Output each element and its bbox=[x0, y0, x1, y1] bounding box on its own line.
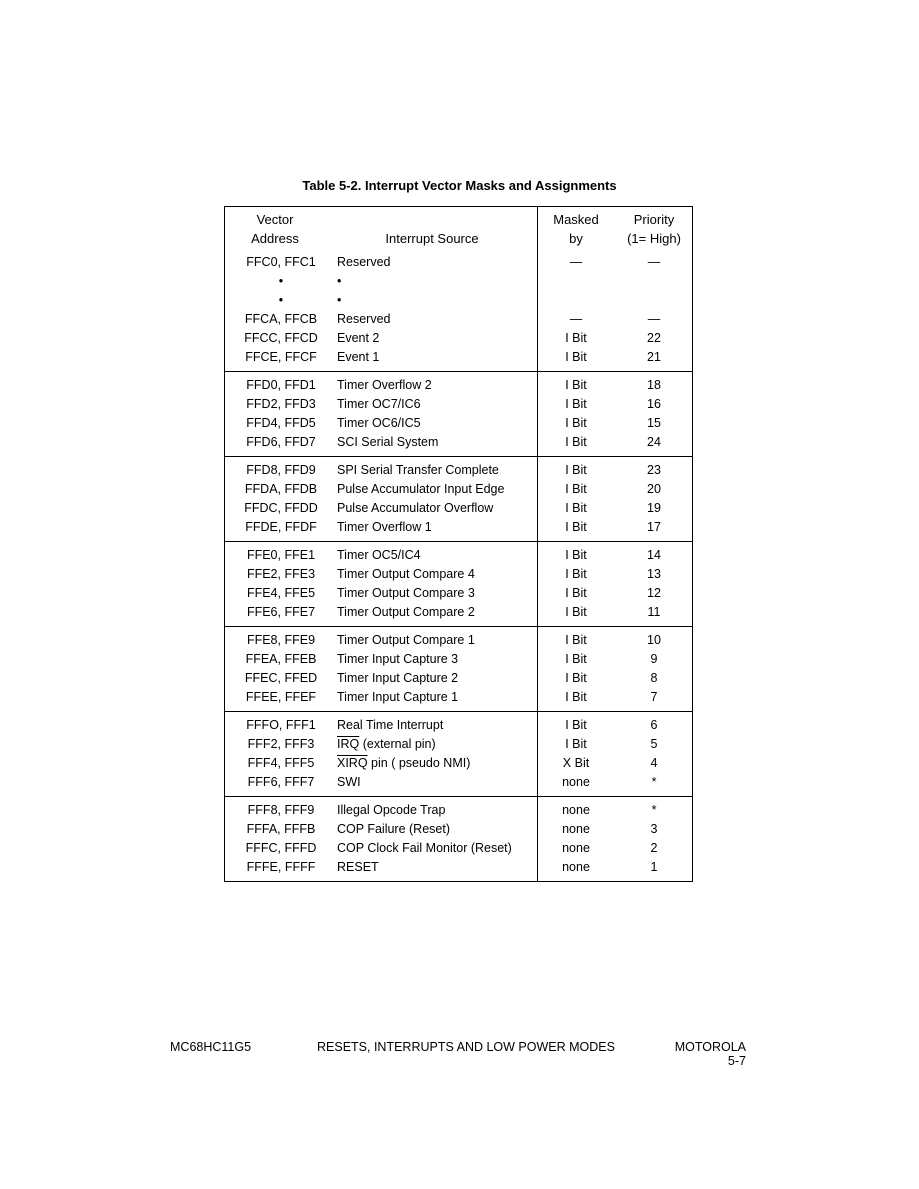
row-group bbox=[225, 371, 692, 456]
table-row bbox=[225, 499, 692, 518]
priority: 21 bbox=[647, 350, 661, 364]
table-row bbox=[225, 839, 692, 858]
table-row bbox=[225, 565, 692, 584]
interrupt-source: SWI bbox=[337, 775, 361, 789]
masked-by: I Bit bbox=[565, 397, 587, 411]
priority: 7 bbox=[650, 690, 658, 704]
vector-address: FFDE, FFDF bbox=[245, 520, 317, 534]
table-row bbox=[225, 735, 692, 754]
footer-part-number: MC68HC11G5 bbox=[170, 1040, 252, 1054]
priority: * bbox=[651, 775, 657, 789]
masked-by: I Bit bbox=[565, 350, 587, 364]
table-row bbox=[225, 584, 692, 603]
interrupt-source: Reserved bbox=[337, 312, 391, 326]
vector-address: FFEA, FFEB bbox=[245, 652, 317, 666]
vector-address: FFFA, FFFB bbox=[246, 822, 316, 836]
vector-address: FFE2, FFE3 bbox=[246, 567, 316, 581]
table-body bbox=[225, 253, 692, 881]
masked-by: I Bit bbox=[565, 435, 587, 449]
table-row bbox=[225, 603, 692, 622]
masked-by: I Bit bbox=[565, 605, 587, 619]
vector-address: FFFE, FFFF bbox=[246, 860, 316, 874]
table-row bbox=[225, 272, 692, 291]
row-group bbox=[225, 626, 692, 711]
interrupt-source: Event 1 bbox=[337, 350, 380, 364]
masked-by: — bbox=[569, 255, 583, 269]
priority: 20 bbox=[647, 482, 661, 496]
priority: 13 bbox=[647, 567, 661, 581]
header-vector: Vector bbox=[256, 212, 294, 227]
masked-by: I Bit bbox=[565, 737, 587, 751]
table-row bbox=[225, 773, 692, 792]
row-group bbox=[225, 796, 692, 881]
table-header bbox=[225, 207, 692, 253]
interrupt-source: Pulse Accumulator Overflow bbox=[337, 501, 494, 515]
priority: — bbox=[647, 255, 661, 269]
table-row bbox=[225, 754, 692, 773]
interrupt-source: COP Clock Fail Monitor (Reset) bbox=[337, 841, 512, 855]
priority: 9 bbox=[650, 652, 658, 666]
table-row bbox=[225, 329, 692, 348]
table-row bbox=[225, 395, 692, 414]
interrupt-source: Timer Overflow 1 bbox=[337, 520, 432, 534]
table-title: Table 5-2. Interrupt Vector Masks and Assignments bbox=[302, 178, 617, 193]
vector-address: • bbox=[278, 274, 284, 288]
vector-address: FFD6, FFD7 bbox=[246, 435, 316, 449]
table-row bbox=[225, 801, 692, 820]
table-row bbox=[225, 376, 692, 395]
row-group bbox=[225, 456, 692, 541]
header-source: Interrupt Source bbox=[385, 231, 479, 246]
vector-address: FFC0, FFC1 bbox=[246, 255, 316, 269]
interrupt-source: Real Time Interrupt bbox=[337, 718, 444, 732]
masked-by: I Bit bbox=[565, 548, 587, 562]
row-group bbox=[225, 711, 692, 796]
masked-by: I Bit bbox=[565, 501, 587, 515]
table-row bbox=[225, 433, 692, 452]
priority: 1 bbox=[650, 860, 658, 874]
vector-address: FFCC, FFCD bbox=[244, 331, 318, 345]
masked-by: X Bit bbox=[562, 756, 590, 770]
table-row bbox=[225, 461, 692, 480]
table-row bbox=[225, 820, 692, 839]
priority: 17 bbox=[647, 520, 661, 534]
interrupt-source: RESET bbox=[337, 860, 379, 874]
priority: 15 bbox=[647, 416, 661, 430]
priority: 19 bbox=[647, 501, 661, 515]
active-low-signal: XIRQ bbox=[337, 756, 368, 770]
vector-address: • bbox=[278, 293, 284, 307]
interrupt-source bbox=[337, 735, 436, 754]
interrupt-source: Event 2 bbox=[337, 331, 380, 345]
table-row bbox=[225, 546, 692, 565]
interrupt-source: Pulse Accumulator Input Edge bbox=[337, 482, 505, 496]
priority: 24 bbox=[647, 435, 661, 449]
source-text: (external pin) bbox=[359, 737, 436, 751]
interrupt-source: Timer Output Compare 2 bbox=[337, 605, 475, 619]
priority: 11 bbox=[647, 605, 661, 619]
interrupt-source: • bbox=[337, 274, 342, 288]
priority: 4 bbox=[650, 756, 658, 770]
header-priority-note: (1= High) bbox=[627, 231, 681, 246]
interrupt-vector-table bbox=[224, 206, 693, 882]
masked-by: I Bit bbox=[565, 416, 587, 430]
table-row bbox=[225, 669, 692, 688]
vector-address: FFFC, FFFD bbox=[245, 841, 317, 855]
masked-by: none bbox=[562, 775, 590, 789]
masked-by: I Bit bbox=[565, 482, 587, 496]
table-row bbox=[225, 310, 692, 329]
header-masked: Masked bbox=[553, 212, 599, 227]
table-row bbox=[225, 348, 692, 367]
interrupt-source: Timer Input Capture 2 bbox=[337, 671, 459, 685]
header-by: by bbox=[569, 231, 583, 246]
masked-by: I Bit bbox=[565, 633, 587, 647]
masked-by: I Bit bbox=[565, 652, 587, 666]
masked-by: I Bit bbox=[565, 378, 587, 392]
vector-address: FFF2, FFF3 bbox=[247, 737, 315, 751]
priority: 18 bbox=[647, 378, 661, 392]
masked-by: I Bit bbox=[565, 671, 587, 685]
masked-by: I Bit bbox=[565, 520, 587, 534]
priority: 22 bbox=[647, 331, 661, 345]
interrupt-source: SCI Serial System bbox=[337, 435, 439, 449]
masked-by: I Bit bbox=[565, 567, 587, 581]
interrupt-source: SPI Serial Transfer Complete bbox=[337, 463, 499, 477]
header-priority: Priority bbox=[633, 212, 675, 227]
priority: — bbox=[647, 312, 661, 326]
vector-address: FFD2, FFD3 bbox=[246, 397, 316, 411]
vector-address: FFCE, FFCF bbox=[245, 350, 317, 364]
interrupt-source: Timer Input Capture 1 bbox=[337, 690, 459, 704]
masked-by: — bbox=[569, 312, 583, 326]
interrupt-source: Timer OC6/IC5 bbox=[337, 416, 421, 430]
table-row bbox=[225, 650, 692, 669]
priority: 16 bbox=[647, 397, 661, 411]
priority: 2 bbox=[650, 841, 658, 855]
masked-by: I Bit bbox=[565, 718, 587, 732]
table-row bbox=[225, 688, 692, 707]
vector-address: FFEC, FFED bbox=[244, 671, 318, 685]
table-row bbox=[225, 716, 692, 735]
footer-brand bbox=[600, 1040, 746, 1068]
vector-address: FFF8, FFF9 bbox=[247, 803, 315, 817]
masked-by: I Bit bbox=[565, 331, 587, 345]
priority: 3 bbox=[650, 822, 658, 836]
interrupt-source: • bbox=[337, 293, 342, 307]
table-row bbox=[225, 253, 692, 272]
interrupt-source: Timer Output Compare 3 bbox=[337, 586, 475, 600]
vector-address: FFF4, FFF5 bbox=[247, 756, 315, 770]
interrupt-source: Timer Output Compare 1 bbox=[337, 633, 475, 647]
vector-address: FFE4, FFE5 bbox=[246, 586, 316, 600]
interrupt-source bbox=[337, 754, 470, 773]
priority: 12 bbox=[647, 586, 661, 600]
vector-address: FFCA, FFCB bbox=[244, 312, 318, 326]
priority: 5 bbox=[650, 737, 658, 751]
vector-address: FFE8, FFE9 bbox=[246, 633, 316, 647]
table-row bbox=[225, 480, 692, 499]
table-row bbox=[225, 631, 692, 650]
interrupt-source: Timer OC7/IC6 bbox=[337, 397, 421, 411]
interrupt-source: COP Failure (Reset) bbox=[337, 822, 450, 836]
table-row bbox=[225, 518, 692, 537]
vector-address: FFD0, FFD1 bbox=[246, 378, 316, 392]
header-address: Address bbox=[251, 231, 299, 246]
masked-by: none bbox=[562, 803, 590, 817]
row-group bbox=[225, 541, 692, 626]
interrupt-source: Reserved bbox=[337, 255, 391, 269]
priority: 23 bbox=[647, 463, 661, 477]
vector-address: FFF6, FFF7 bbox=[247, 775, 315, 789]
active-low-signal: $\overline{IRQ}$ bbox=[337, 737, 360, 751]
interrupt-source: Timer Output Compare 4 bbox=[337, 567, 475, 581]
table-row bbox=[225, 414, 692, 433]
vector-address: FFE0, FFE1 bbox=[246, 548, 316, 562]
priority: * bbox=[651, 803, 657, 817]
masked-by: I Bit bbox=[565, 586, 587, 600]
interrupt-source: Timer Overflow 2 bbox=[337, 378, 432, 392]
footer-company: MOTOROLA bbox=[674, 1040, 746, 1054]
vector-address: FFFO, FFF1 bbox=[246, 718, 316, 732]
masked-by: none bbox=[562, 860, 590, 874]
priority: 14 bbox=[647, 548, 661, 562]
row-group bbox=[225, 253, 692, 371]
vector-address: FFD4, FFD5 bbox=[246, 416, 316, 430]
vector-address: FFDC, FFDD bbox=[244, 501, 318, 515]
priority: 8 bbox=[650, 671, 658, 685]
priority: 6 bbox=[650, 718, 658, 732]
interrupt-source: Illegal Opcode Trap bbox=[337, 803, 446, 817]
masked-by: I Bit bbox=[565, 690, 587, 704]
vector-address: FFDA, FFDB bbox=[244, 482, 318, 496]
footer-page-number: 5-7 bbox=[727, 1054, 746, 1068]
vector-address: FFEE, FFEF bbox=[245, 690, 317, 704]
footer-section-title: RESETS, INTERRUPTS AND LOW POWER MODES bbox=[317, 1040, 615, 1054]
table-row bbox=[225, 858, 692, 877]
table-row bbox=[225, 291, 692, 310]
source-text: pin ( pseudo NMI) bbox=[367, 756, 471, 770]
masked-by: I Bit bbox=[565, 463, 587, 477]
interrupt-source: Timer Input Capture 3 bbox=[337, 652, 459, 666]
priority: 10 bbox=[647, 633, 661, 647]
interrupt-source: Timer OC5/IC4 bbox=[337, 548, 421, 562]
vector-address: FFD8, FFD9 bbox=[246, 463, 316, 477]
masked-by: none bbox=[562, 841, 590, 855]
masked-by: none bbox=[562, 822, 590, 836]
vector-address: FFE6, FFE7 bbox=[246, 605, 316, 619]
